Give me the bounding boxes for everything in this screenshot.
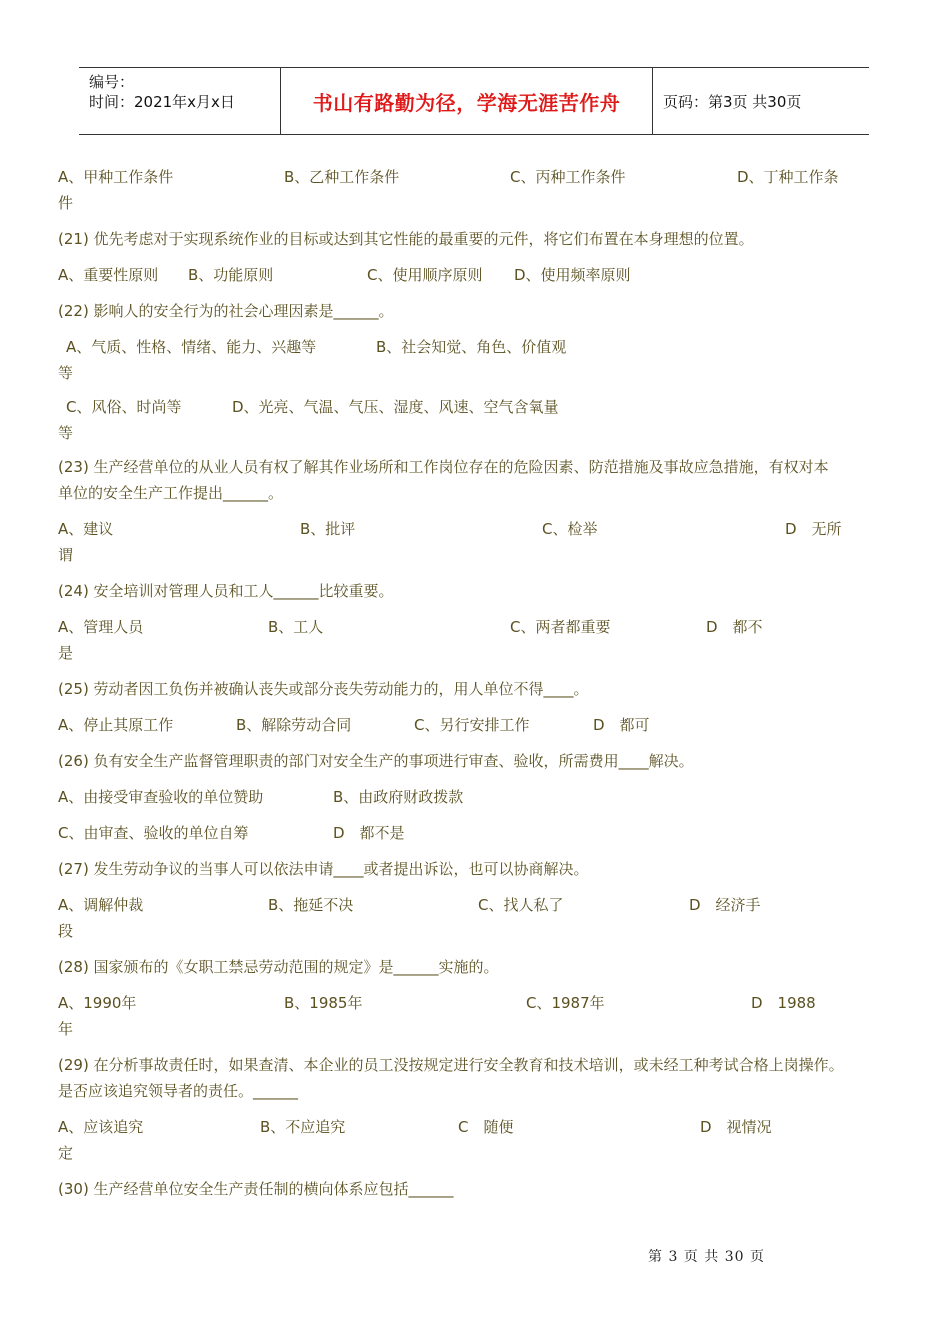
option-wrap: 年 — [58, 1020, 74, 1038]
page-header — [79, 67, 869, 135]
q29-options — [58, 1114, 890, 1140]
q22-options-row2 — [58, 394, 890, 420]
question-29-line2: 是否应该追究领导者的责任。______ — [58, 1082, 299, 1100]
option-d: D、光亮、气温、气压、湿度、风速、空气含氧量 — [232, 398, 559, 416]
q26-options-row1 — [58, 784, 890, 810]
option-d: D、使用频率原则 — [514, 266, 631, 284]
option-b: B、1985年 — [284, 994, 363, 1012]
q23-options — [58, 516, 890, 542]
option-b: B、不应追究 — [260, 1118, 346, 1136]
option-a: A、管理人员 — [58, 618, 144, 636]
question-23-line1: (23) 生产经营单位的从业人员有权了解其作业场所和工作岗位存在的危险因素、防范措施及事故应急措施，有权对本 — [58, 458, 829, 476]
option-a: A、重要性原则 — [58, 266, 159, 284]
option-c: C、另行安排工作 — [414, 716, 530, 734]
header-motto: 书山有路勤为径，学海无涯苦作舟 — [312, 90, 621, 115]
option-d: D、丁种工作条 — [737, 168, 839, 186]
option-c: C、丙种工作条件 — [510, 168, 626, 186]
option-a: A、1990年 — [58, 994, 137, 1012]
option-d: D 无所 — [785, 520, 842, 538]
option-a: A、甲种工作条件 — [58, 168, 174, 186]
option-c: C、找人私了 — [478, 896, 564, 914]
question-list — [58, 164, 890, 1202]
question-21: (21) 优先考虑对于实现系统作业的目标或达到其它性能的最重要的元件，将它们布置在本身理想的位置。 — [58, 230, 754, 248]
document-number-label: 编号： — [89, 73, 135, 91]
document-date-label: 时间：2021年x月x日 — [89, 93, 235, 111]
option-c: C、使用顺序原则 — [367, 266, 483, 284]
option-d: D 都不 — [706, 618, 763, 636]
header-page-label: 页码：第3页 共30页 — [663, 92, 802, 111]
option-d: D 经济手 — [689, 896, 761, 914]
question-30: (30) 生产经营单位安全生产责任制的横向体系应包括______ — [58, 1180, 454, 1198]
option-c: C、风俗、时尚等 — [66, 398, 182, 416]
option-c: C 随便 — [458, 1118, 514, 1136]
option-c: C、由审查、验收的单位自筹 — [58, 824, 249, 842]
option-wrap: 件 — [58, 194, 74, 212]
option-d: D 1988 — [751, 994, 816, 1012]
option-b: B、拖延不决 — [268, 896, 354, 914]
page-footer: 第 3 页 共 30 页 — [648, 1249, 765, 1265]
header-left-cell — [79, 68, 281, 134]
question-23-line2: 单位的安全生产工作提出______。 — [58, 484, 284, 502]
q28-options — [58, 990, 890, 1016]
question-27: (27) 发生劳动争议的当事人可以依法申请____或者提出诉讼，也可以协商解决。 — [58, 860, 589, 878]
option-d: D 都不是 — [333, 824, 405, 842]
option-wrap: 等 — [58, 424, 74, 442]
question-22: (22) 影响人的安全行为的社会心理因素是______。 — [58, 302, 394, 320]
header-motto-cell — [281, 68, 653, 134]
q27-options — [58, 892, 890, 918]
question-28: (28) 国家颁布的《女职工禁忌劳动范围的规定》是______实施的。 — [58, 958, 499, 976]
question-25: (25) 劳动者因工负伤并被确认丧失或部分丧失劳动能力的，用人单位不得____。 — [58, 680, 589, 698]
q26-options-row2 — [58, 820, 890, 846]
option-b: B、功能原则 — [188, 266, 274, 284]
question-26: (26) 负有安全生产监督管理职责的部门对安全生产的事项进行审查、验收，所需费用____解决。 — [58, 752, 694, 770]
option-a: A、停止其原工作 — [58, 716, 174, 734]
option-d: D 视情况 — [700, 1118, 772, 1136]
q24-options — [58, 614, 890, 640]
option-d: D 都可 — [593, 716, 650, 734]
option-wrap: 是 — [58, 644, 74, 662]
q22-options-row1 — [58, 334, 890, 360]
option-c: C、检举 — [542, 520, 598, 538]
option-a: A、应该追究 — [58, 1118, 144, 1136]
option-b: B、解除劳动合同 — [236, 716, 352, 734]
option-wrap: 段 — [58, 922, 74, 940]
question-29-line1: (29) 在分析事故责任时，如果查清、本企业的员工没按规定进行安全教育和技术培训，或未经工种考试合格上岗操作。 — [58, 1056, 844, 1074]
header-page-cell — [653, 68, 869, 134]
option-b: B、社会知觉、角色、价值观 — [376, 338, 567, 356]
option-b: B、由政府财政拨款 — [333, 788, 464, 806]
option-a: A、建议 — [58, 520, 114, 538]
option-wrap: 等 — [58, 364, 74, 382]
question-24: (24) 安全培训对管理人员和工人______比较重要。 — [58, 582, 394, 600]
option-b: B、乙种工作条件 — [284, 168, 400, 186]
option-a: A、气质、性格、情绪、能力、兴趣等 — [66, 338, 317, 356]
option-a: A、由接受审查验收的单位赞助 — [58, 788, 264, 806]
option-b: B、批评 — [300, 520, 356, 538]
q21-options — [58, 262, 890, 288]
option-wrap: 谓 — [58, 546, 74, 564]
option-a: A、调解仲裁 — [58, 896, 144, 914]
option-c: C、两者都重要 — [510, 618, 611, 636]
option-b: B、工人 — [268, 618, 324, 636]
q25-options — [58, 712, 890, 738]
prev-options — [58, 164, 890, 190]
option-wrap: 定 — [58, 1144, 74, 1162]
option-c: C、1987年 — [526, 994, 605, 1012]
